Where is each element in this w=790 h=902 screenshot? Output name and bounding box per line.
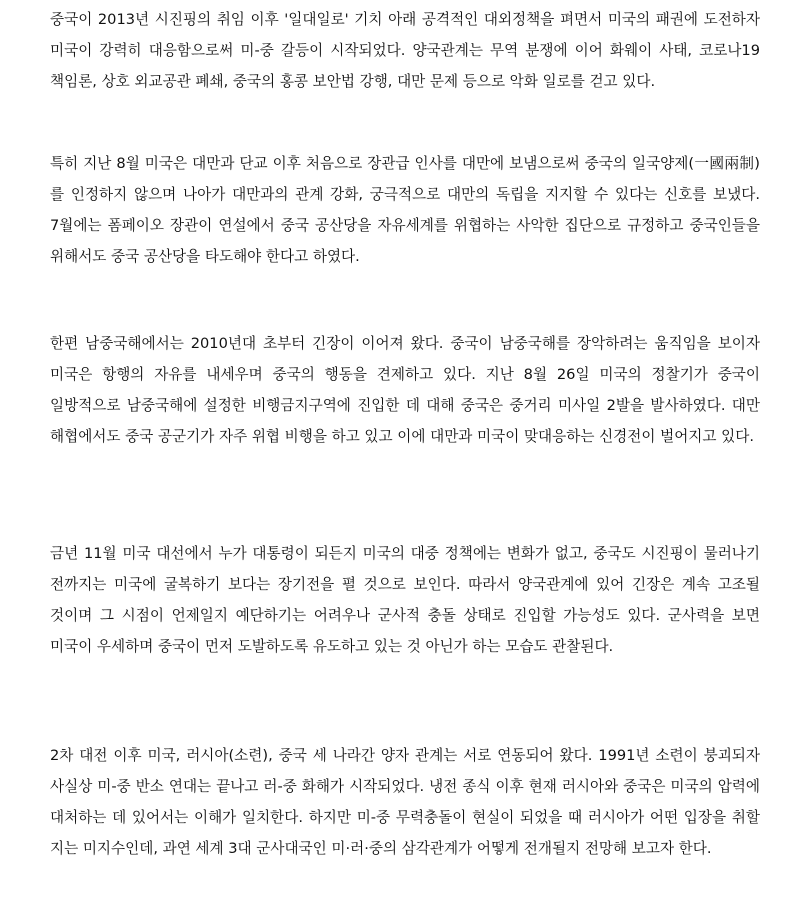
paragraph-2: 특히 지난 8월 미국은 대만과 단교 이후 처음으로 장관급 인사를 대만에 보냄으로써 중국의 일국양제(一國兩制)를 인정하지 않으며 나아가 대만과의 관계 강화, 궁극적으로 대만의 독립을 지지할 수 있다는 신호를 보냈다. 7월에는 폼페이오 장관이 연설에서 중국 공산당을 자유세계를 위협하는 사악한 집단으로 규정하고 중국인들을 위해서도 중국 공산당을 타도해야 한다고 하였다. (50, 155, 760, 265)
paragraph-5: 2차 대전 이후 미국, 러시아(소련), 중국 세 나라간 양자 관계는 서로 연동되어 왔다. 1991년 소련이 붕괴되자 사실상 미-중 반소 연대는 끝나고 러-중 화해가 시작되었다. 냉전 종식 이후 현재 러시아와 중국은 미국의 압력에 대처하는 데 있어서는 이해가 일치한다. 하지만 미-중 무력충돌이 현실이 되었을 때 러시아가 어떤 입장을 취할 지는 미지수인데, 과연 세계 3대 군사대국인 미·러·중의 삼각관계가 어떻게 전개될지 전망해 보고자 한다. (50, 747, 760, 857)
paragraph-3: 한편 남중국해에서는 2010년대 초부터 긴장이 이어져 왔다. 중국이 남중국해를 장악하려는 움직임을 보이자 미국은 항행의 자유를 내세우며 중국의 행동을 견제하고 있다. 지난 8월 26일 미국의 정찰기가 중국이 일방적으로 남중국해에 설정한 비행금지구역에 진입한 데 대해 중국은 중거리 미사일 2발을 발사하였다. 대만 해협에서도 중국 공군기가 자주 위협 비행을 하고 있고 이에 대만과 미국이 맞대응하는 신경전이 벌어지고 있다. (50, 335, 760, 445)
paragraph-4: 금년 11월 미국 대선에서 누가 대통령이 되든지 미국의 대중 정책에는 변화가 없고, 중국도 시진핑이 물러나기 전까지는 미국에 굴복하기 보다는 장기전을 펼 것으로 보인다. 따라서 양국관계에 있어 긴장은 계속 고조될 것이며 그 시점이 언제일지 예단하기는 어려우나 군사적 충돌 상태로 진입할 가능성도 있다. 군사력을 보면 미국이 우세하며 중국이 먼저 도발하도록 유도하고 있는 것 아닌가 하는 모습도 관찰된다. (50, 545, 760, 655)
paragraph-1: 중국이 2013년 시진핑의 취임 이후 '일대일로' 기치 아래 공격적인 대외정책을 펴면서 미국의 패권에 도전하자 미국이 강력히 대응함으로써 미-중 갈등이 시작되었다. 양국관계는 무역 분쟁에 이어 화웨이 사태, 코로나19 책임론, 상호 외교공관 폐쇄, 중국의 홍콩 보안법 강행, 대만 문제 등으로 악화 일로를 걷고 있다. (50, 11, 760, 90)
